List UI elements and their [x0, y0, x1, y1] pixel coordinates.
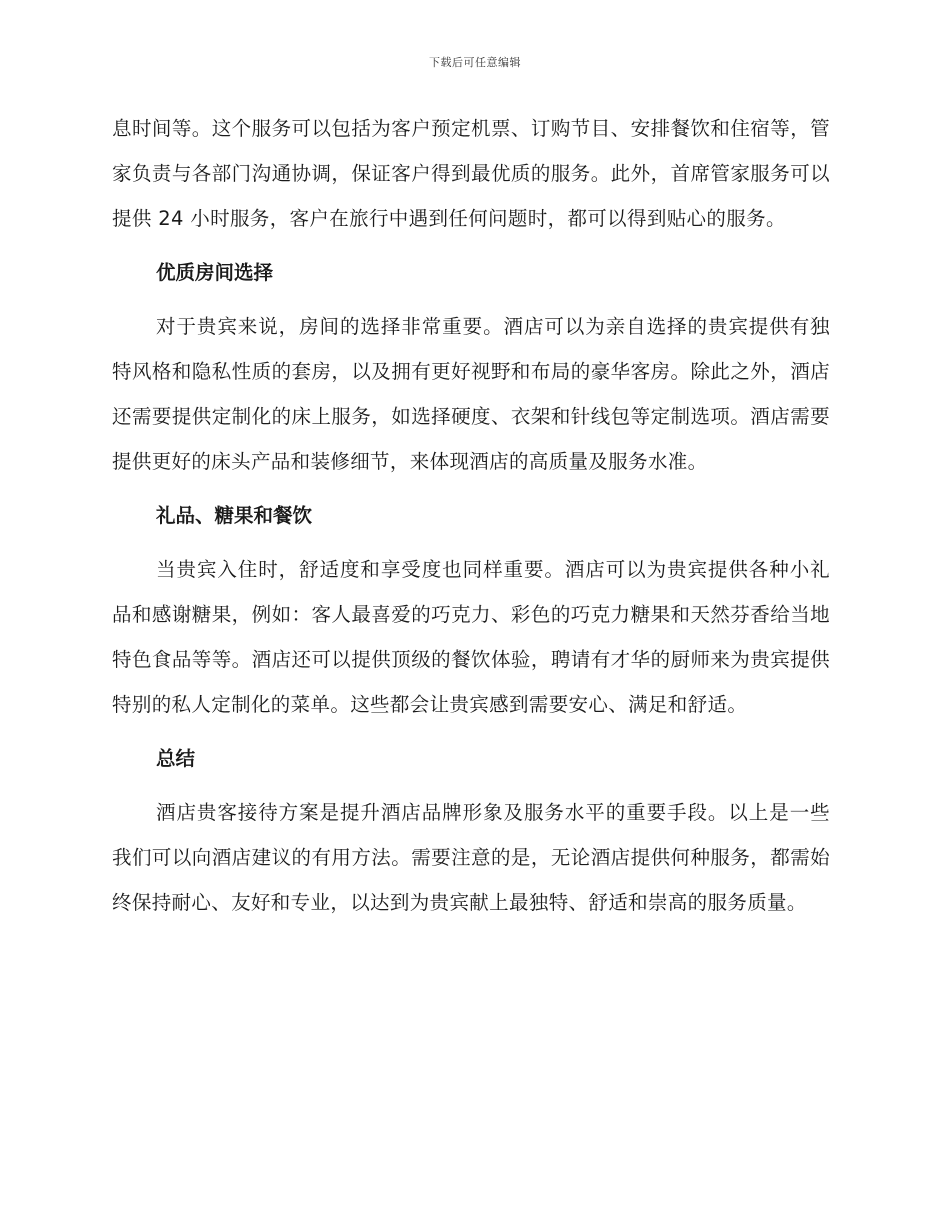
- section-heading-summary: 总结: [156, 747, 196, 770]
- section-paragraph-rooms: 对于贵宾来说，房间的选择非常重要。酒店可以为亲自选择的贵宾提供有独特风格和隐私性质的套房，以及拥有更好视野和布局的豪华客房。除此之外，酒店还需要提供定制化的床上服务，如选择硬度、衣架和针线包等定制选项。酒店需要提供更好的床头产品和装修细节，来体现酒店的高质量及服务水准。: [112, 315, 830, 473]
- section-paragraph-gifts: 当贵宾入住时，舒适度和享受度也同样重要。酒店可以为贵宾提供各种小礼品和感谢糖果，例如：客人最喜爱的巧克力、彩色的巧克力糖果和天然芬香给当地特色食品等等。酒店还可以提供顶级的餐饮体验，聘请有才华的厨师来为贵宾提供特别的私人定制化的菜单。这些都会让贵宾感到需要安心、满足和舒适。: [112, 558, 830, 716]
- document-body: [112, 106, 830, 925]
- continuation-paragraph: 息时间等。这个服务可以包括为客户预定机票、订购节目、安排餐饮和住宿等，管家负责与各部门沟通协调，保证客户得到最优质的服务。此外，首席管家服务可以提供 24 小时服务，客户在旅行中遇到任何问题时，都可以得到贴心的服务。: [112, 117, 830, 230]
- section-paragraph-summary: 酒店贵客接待方案是提升酒店品牌形象及服务水平的重要手段。以上是一些我们可以向酒店建议的有用方法。需要注意的是，无论酒店提供何种服务，都需始终保持耐心、友好和专业，以达到为贵宾献上最独特、舒适和崇高的服务质量。: [112, 801, 830, 914]
- header-note: 下载后可任意编辑: [429, 56, 521, 69]
- section-heading-gifts: 礼品、糖果和餐饮: [156, 504, 313, 527]
- section-heading-rooms: 优质房间选择: [156, 261, 274, 284]
